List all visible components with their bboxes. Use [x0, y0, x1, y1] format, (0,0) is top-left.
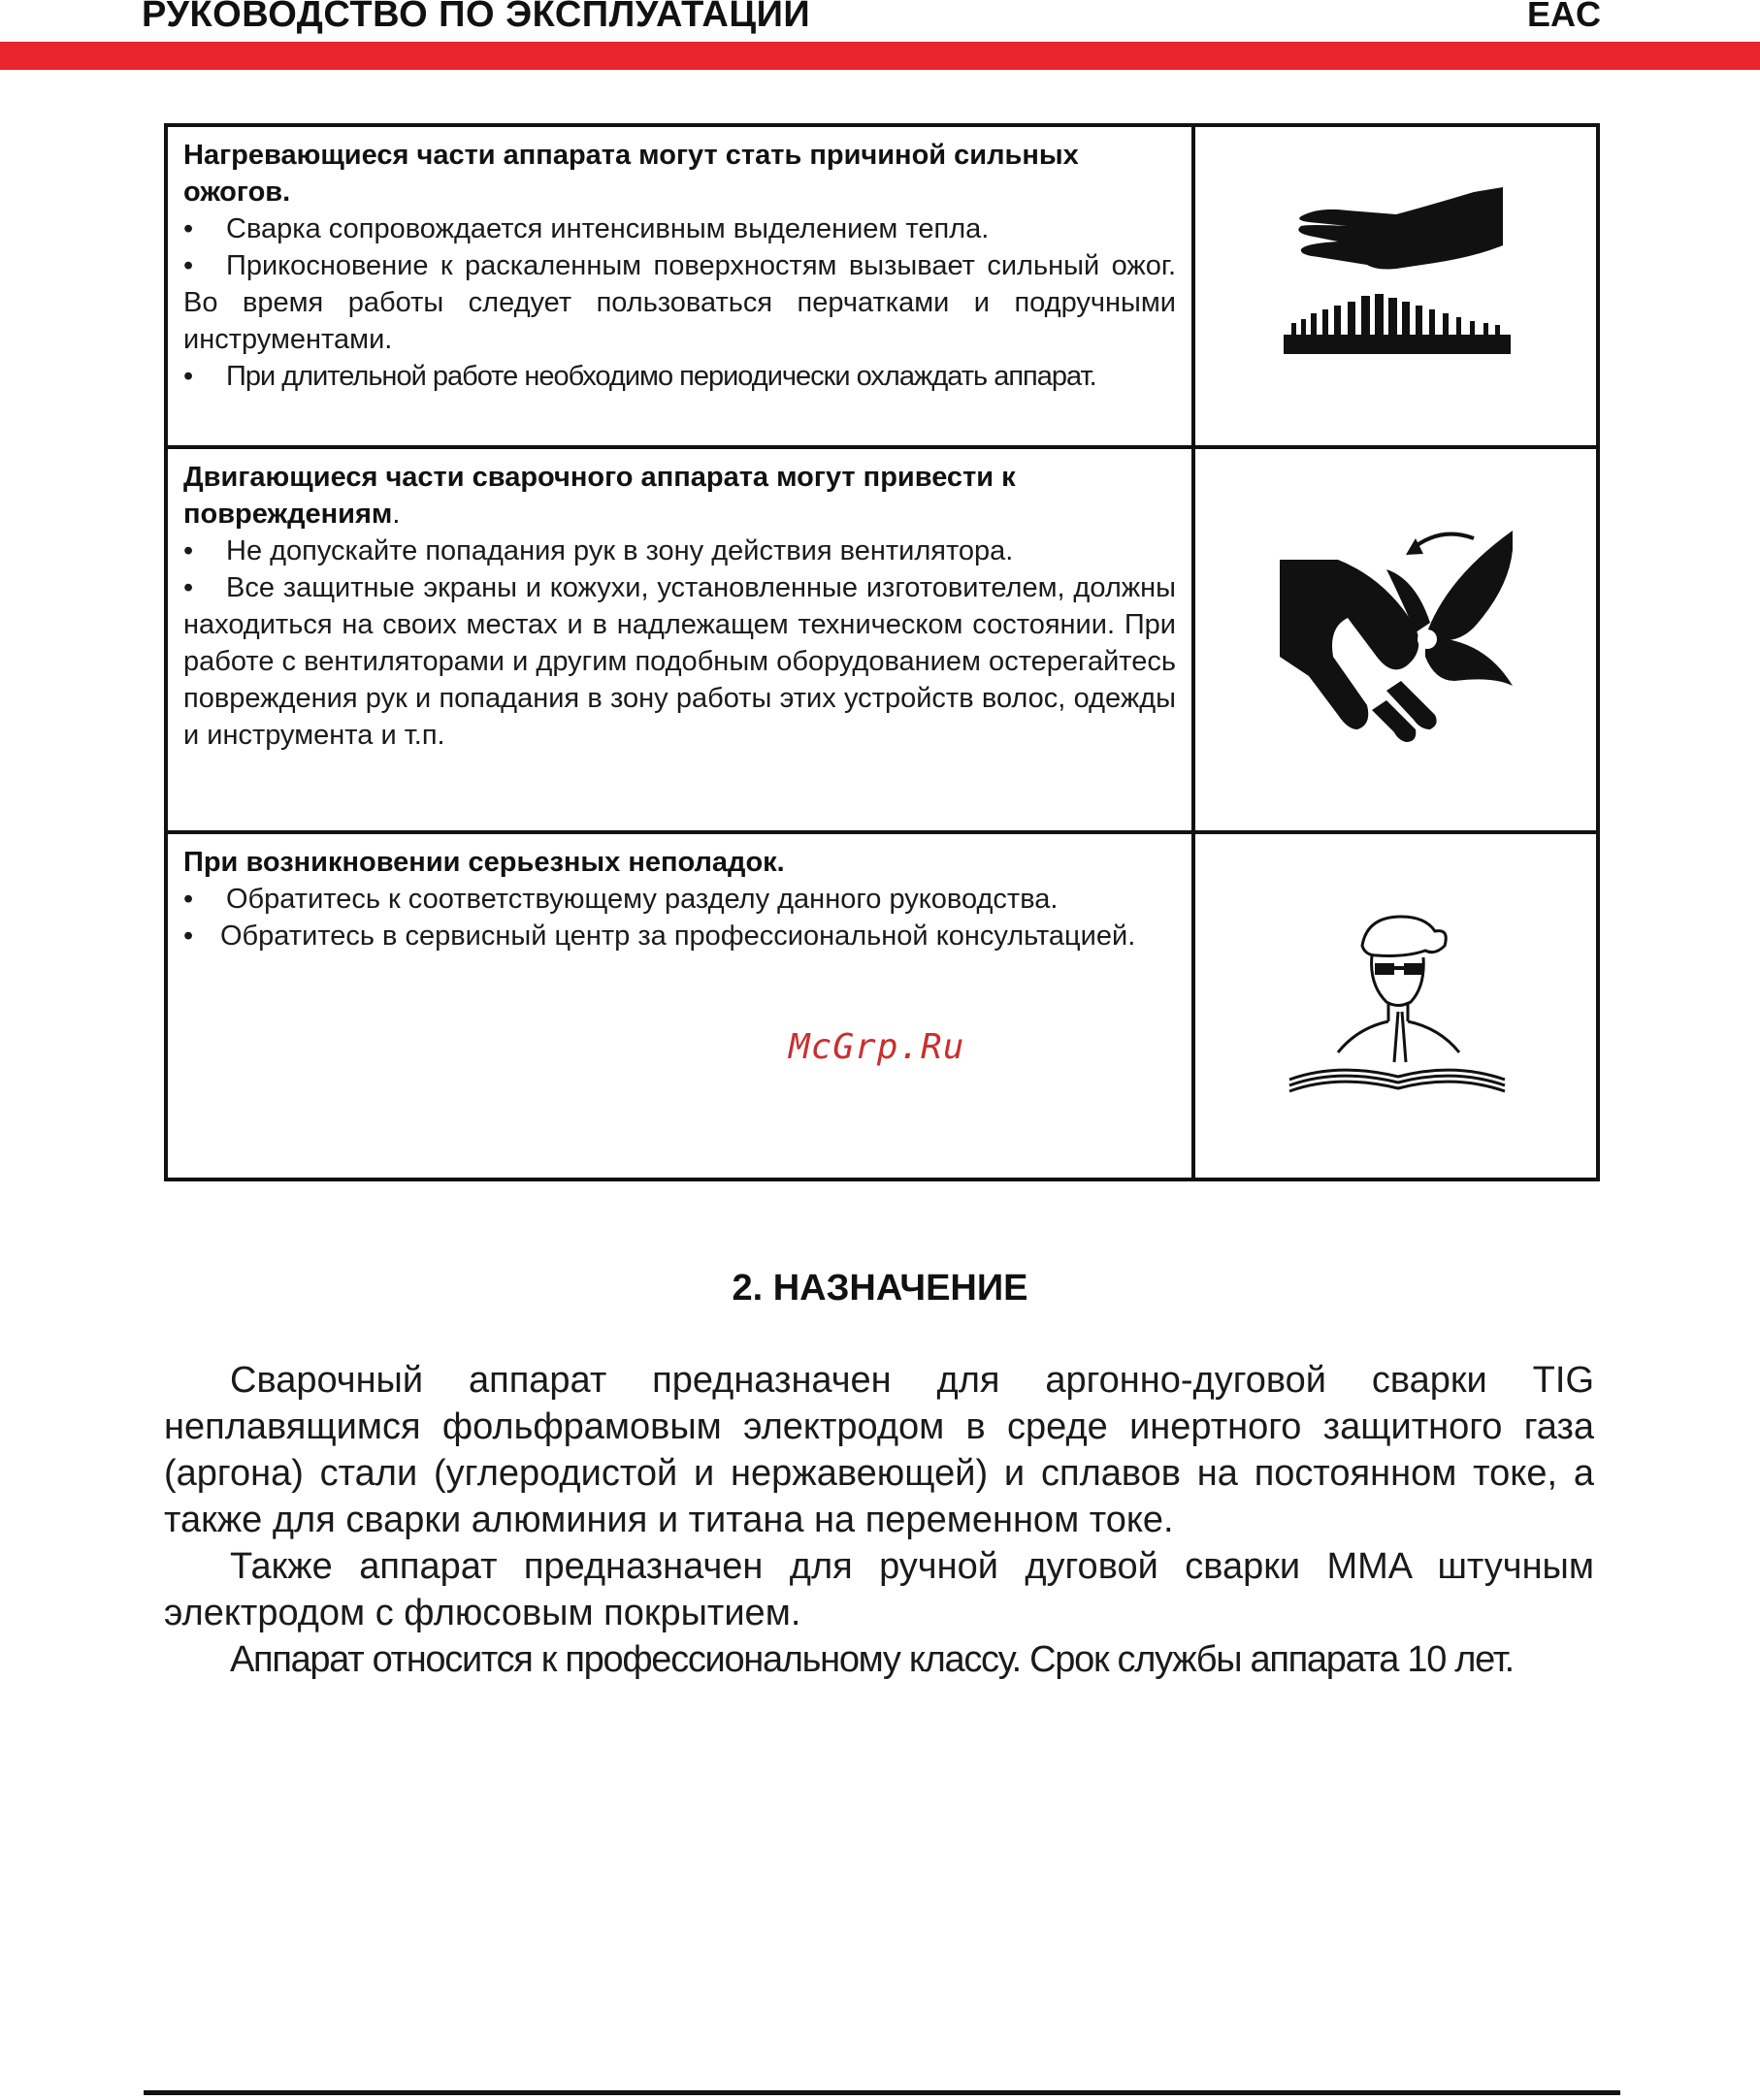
warning-row [166, 125, 1598, 447]
header-title: РУКОВОДСТВО ПО ЭКСПЛУАТАЦИИ [142, 0, 811, 35]
section-title: 2. НАЗНАЧЕНИЕ [732, 1268, 1028, 1308]
warning-text-cell [166, 125, 1193, 447]
eac-mark: EAC [1526, 0, 1601, 34]
warning-title: Двигающиеся части сварочного аппарата могут привести к повреждениям. [183, 462, 1016, 530]
warning-title: Нагревающиеся части аппарата могут стать причиной сильных ожогов. [183, 140, 1079, 208]
watermark: McGrp.Ru [789, 1027, 965, 1067]
warning-bullet: • Прикосновение к раскаленным поверхностям вызывает сильный ожог. Во время работы следует пользоваться перчатками и подручными инструментами. [183, 250, 1176, 355]
hot-surface-hand-icon [1280, 187, 1513, 381]
warning-icon-cell [1193, 125, 1598, 447]
body-paragraph: Сварочный аппарат предназначен для аргонно-дуговой сварки TIG неплавящимся фольфрамовым электродом в среде инертного защитного газа (аргона) стали (углеродистой и нержавеющей) и сплавов на постоянном токе, а также для сварки алюминия и титана на переменном токе. [164, 1360, 1594, 1540]
warning-icon-cell [1193, 832, 1598, 1179]
warning-bullet: • Сварка сопровождается интенсивным выделением тепла. [183, 213, 990, 244]
warning-text-cell [166, 832, 1193, 1179]
body-paragraph: Также аппарат предназначен для ручной дуговой сварки MMA штучным электродом с флюсовым покрытием. [164, 1546, 1594, 1633]
fan-hand-injury-icon [1280, 521, 1513, 754]
warning-icon-cell [1193, 447, 1598, 832]
body-paragraph: Аппарат относится к профессиональному классу. Срок службы аппарата 10 лет. [230, 1639, 1514, 1680]
warning-row [166, 447, 1598, 832]
warning-bullet: • Обратитесь в сервисный центр за профессиональной консультацией. [183, 921, 1136, 952]
section-body [164, 1357, 1594, 1683]
warning-bullet: • При длительной работе необходимо периодически охлаждать аппарат. [183, 361, 1096, 392]
warning-bullet: • Все защитные экраны и кожухи, установленные изготовителем, должны находиться на своих местах и в надлежащем техническом состоянии. При работе с вентиляторами и другим подобным оборудованием остерегайтесь повреждения рук и попадания в зону работы этих устройств волос, одежды и инструмента и т.п. [183, 572, 1176, 751]
warning-text-cell [166, 447, 1193, 832]
footer-rule [144, 2090, 1620, 2095]
page-header [0, 0, 1760, 39]
safety-warnings-table [164, 123, 1600, 1181]
warning-title: При возникновении серьезных неполадок. [183, 847, 785, 878]
warning-bullet: • Не допускайте попадания рук в зону действия вентилятора. [183, 535, 1014, 566]
warning-bullet: • Обратитесь к соответствующему разделу данного руководства. [183, 884, 1059, 915]
read-manual-icon [1280, 907, 1513, 1101]
warning-row [166, 832, 1598, 1179]
header-accent-bar [0, 42, 1760, 70]
